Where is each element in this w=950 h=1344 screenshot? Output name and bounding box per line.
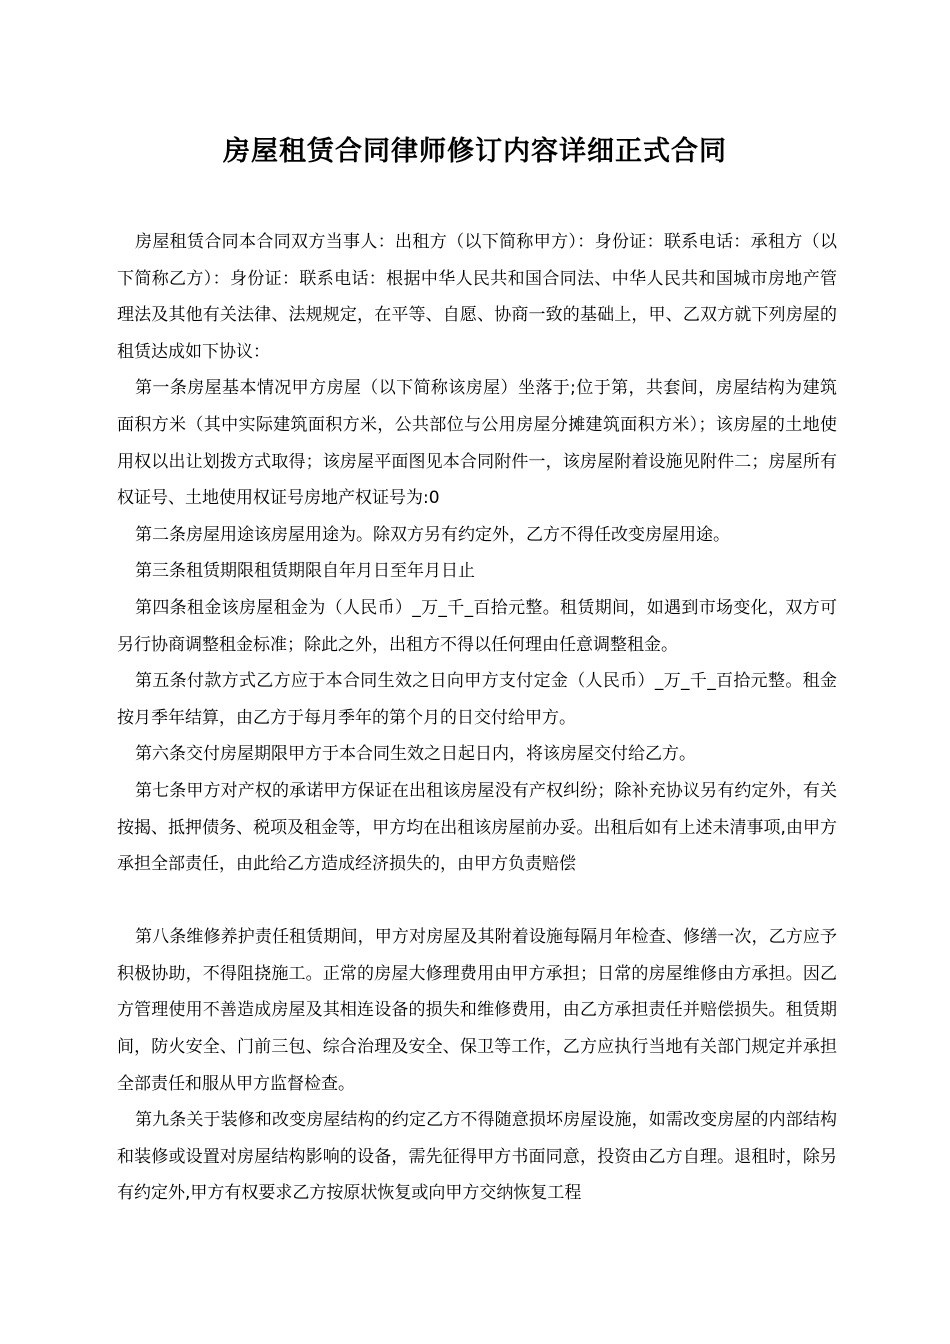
paragraph-preamble: 房屋租赁合同本合同双方当事人：出租方（以下简称甲方）：身份证：联系电话：承租方（以下简称乙方）：身份证：联系电话：根据中华人民共和国合同法、中华人民共和国城市房地产管理法及其他有关法律、法规规定，在平等、自愿、协商一致的基础上，甲、乙双方就下列房屋的租赁达成如下协议： [117,232,837,362]
paragraph-article-3: 第三条租赁期限租赁期限自年月日至年月日止 [135,561,475,582]
paragraph-article-4: 第四条租金该房屋租金为（人民币）_万_千_百拾元整。租赁期间，如遇到市场变化，双方可另行协商调整租金标准；除此之外，出租方不得以任何理由任意调整租金。 [117,597,837,655]
paragraph-article-1: 第一条房屋基本情况甲方房屋（以下简称该房屋）坐落于;位于第，共套间，房屋结构为建筑面积方米（其中实际建筑面积方米，公共部位与公用房屋分摊建筑面积方米）；该房屋的土地使用权以出让划拨方式取得；该房屋平面图见本合同附件一，该房屋附着设施见附件二；房屋所有权证号、土地使用权证号房地产权证号为:0 [117,378,837,509]
blank-line [117,883,837,920]
paragraph-article-5: 第五条付款方式乙方应于本合同生效之日向甲方支付定金（人民币）_万_千_百拾元整。租金按月季年结算，由乙方于每月季年的第个月的日交付给甲方。 [117,671,837,728]
paragraph-article-6: 第六条交付房屋期限甲方于本合同生效之日起日内，将该房屋交付给乙方。 [135,744,696,765]
paragraph-article-7: 第七条甲方对产权的承诺甲方保证在出租该房屋没有产权纠纷；除补充协议另有约定外，有关按揭、抵押债务、税项及租金等，甲方均在出租该房屋前办妥。出租后如有上述未清事项,由甲方承担全部责任，由此给乙方造成经济损失的，由甲方负责赔偿 [117,780,837,875]
paragraph-article-9: 第九条关于装修和改变房屋结构的约定乙方不得随意损坏房屋设施，如需改变房屋的内部结构和装修或设置对房屋结构影响的设备，需先征得甲方书面同意，投资由乙方自理。退租时，除另有约定外,甲方有权要求乙方按原状恢复或向甲方交纳恢复工程 [117,1110,837,1204]
document-title: 房屋租赁合同律师修订内容详细正式合同 [223,136,727,167]
paragraph-article-2: 第二条房屋用途该房屋用途为。除双方另有约定外，乙方不得任改变房屋用途。 [135,524,730,545]
paragraph-article-8: 第八条维修养护责任租赁期间，甲方对房屋及其附着设施每隔月年检查、修缮一次，乙方应予积极协助，不得阻挠施工。正常的房屋大修理费用由甲方承担；日常的房屋维修由方承担。因乙方管理使用不善造成房屋及其相连设备的损失和维修费用，由乙方承担责任并赔偿损失。租赁期间，防火安全、门前三包、综合治理及安全、保卫等工作，乙方应执行当地有关部门规定并承担全部责任和服从甲方监督检查。 [117,927,837,1094]
document-body [117,224,837,1212]
